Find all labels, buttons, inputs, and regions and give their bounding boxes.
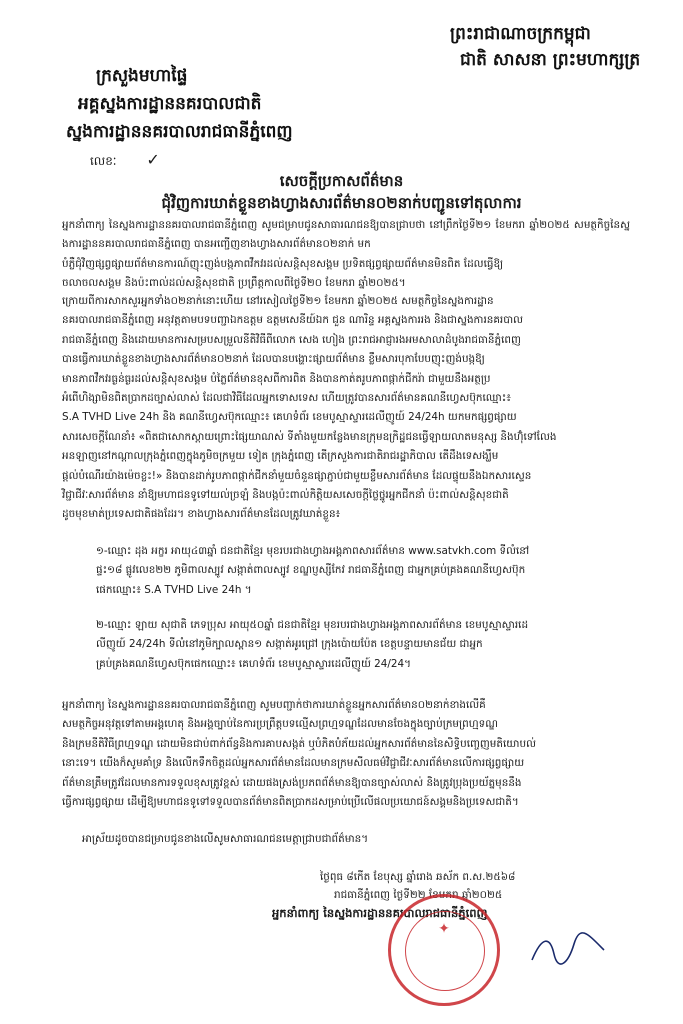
seal-emblem-icon: ✦ bbox=[438, 921, 450, 937]
kingdom-title: ព្រះរាជាណាចក្រកម្ពុជា bbox=[450, 24, 591, 44]
suspect-item-2: ២-ឈ្មោះ ឡាយ សុជាតិ ភេទប្រុស អាយុ៥០ឆ្នាំ ជនជាតិខ្មែរ មុខរបរជាងហ្វាងអង្គភាពសារព័ត៌មាន ខេមបូស្មាស្ទារដេ លីញូយ៍ 24/24h ទីលំនៅភូមិក្បាលស្ពាន១ សង្កាត់អូរជ្រៅ ក្រុងប៉ោយប៉ែត ខេត្តបន្ទាយមានជ័យ ជាអ្នក គ្រប់គ្រងគណនីហ្វេសប៊ុកផេកឈ្មោះ៖ គេហទំព័រ ខេមបូស្មាស្ទារដេលីញូយ៍ 24/24។ bbox=[96, 619, 529, 670]
paragraph-intro: អ្នកនាំពាក្យ នៃស្នងការដ្ឋាននគរបាលរាជធានីភ្នំពេញ សូមជម្រាបជូនសាធារណជនឱ្យបានជ្រាបថា នៅព្រឹកថ្ងៃទី២១ ខែមករា ឆ្នាំ២០២៥ សមត្ថកិច្ចនៃស្នងការដ្ឋាននគរបាលរាជធានីភ្នំពេញ បានអញ្ជើញខាងហ្វាងសារព័ត៌មាន០២នាក់ មក បំភ្លឺជុំវិញផ្សព្វផ្សាយព័ត៌មានការណ៍ញុះញង់បង្កភាពវឹកវរដល់សន្តិសុខសង្គម ប្រទិតផ្សព្វផ្សាយព័ត៌មានមិនពិត ដែលធ្វើឱ្យ ចលាចលសង្គម និងប៉ះពាល់ដល់សន្តិសុខជាតិ ប្រព្រឹត្តកាលពីថ្ងៃទី២០ ខែមករា ឆ្នាំ២០២៥។ bbox=[62, 219, 630, 290]
commissariat-name: អគ្គស្នងការដ្ឋាននគរបាលជាតិ bbox=[78, 94, 262, 114]
official-seal bbox=[388, 894, 500, 1006]
paragraph-arrest-details: ក្រោយពីការសាកសួរអ្នកទាំង០២នាក់នោះហើយ នៅរសៀលថ្ងៃទី២១ ខែមករា ឆ្នាំ២០២៥ សមត្ថកិច្ចនៃស្នងការដ្ឋាន នគរបាលរាជធានីភ្នំពេញ អនុវត្តតាមបទបញ្ជាឯកឧត្តម ឧត្តមសេនីយ៍ឯក ជួន ណារិន្ទ អគ្គស្នងការរង និងជាស្នងការនគរបាល រាជធានីភ្នំពេញ និងដោយមានការសម្របសម្រួលនីតិវិធីពីលោក សេង ហៀង ព្រះរាជអាជ្ញារងអមសាលាដំបូងរាជធានីភ្នំពេញ បានធ្វើការឃាត់ខ្លួនខាងហ្វាងសារព័ត៌មាន០២នាក់ ដែលបានបង្ហោះផ្សាយព័ត៌មាន ខ្លឹមសារបុកាបែបញុះញង់បង្កឱ្យ មានភាពវឹកវរធ្ងន់ធ្ងរដល់សន្តិសុខសង្គម បំភ្លៃព័ត៌មានខុសពីការពិត និងបានកាត់តរូបភាពផ្កាក់ជីករ៉ា ជាមួយនឹងអត្ថប្រ អំពើហិង្សាមិនពិតប្រាកដច្បាស់លាស់ ដែលជាវិធីដែលអ្នកទោសទេស ហើយត្រូវបានសារព័ត៌មានគណនីហ្វេសប៊ុកឈ្មោះ៖ S.A TVHD Live 24h និង គណនីហ្វេសប៊ុកឈ្មោះ៖ គេហទំព័រ ខេមបូស្មាស្ទារដេលីញូយ៍ 24/24h យកមកផ្សព្វផ្សាយ សារសេចក្តីណែនាំ៖ «ពិតជាសោកស្ដាយព្រោះផ្សៃយាណស់ ទីតាំងមួយកន្លែងមានក្រុមឧក្រិដ្ឋជនធ្វើឡាយលាតមនុស្ស និងហ៊ុំទៅលែង អនឡាញនៅកណ្ដាលក្រុងភ្នំពេញក្នុងភូមិចក្រមួយ ទៀត ក្រុងភ្នំពេញ តើក្រសួងការជាតិរាជរដ្ឋាភិបាល តើដឹងទេសង្ឃឹម ផ្តល់បំណើរយ៉ាងម៉េចខ្លះ!» និងបានដាក់រូបភាពផ្កាក់ជីកនាំមួយចំនួនផ្សាភ្ជាប់ជាមួយខ្លឹមសារព័ត៌មាន ដែលផ្ទុយនឹងឯកសារស្ទេន វិជ្ជាជីវៈសារព័ត៌មាន នាំឱ្យមហាជនទូទៅយល់ច្រឡំ និងបង្កប៉ះពាល់កិត្តិយសសេចក្ដីថ្លៃថ្នូរអ្នកជីកនាំ ប៉ះពាល់សន្តិសុខជាតិ ដូចមុខមាត់ប្រទេសជាតិផងដែរ។ ខាងហ្វាងសារព័ត៌មានដែលត្រូវឃាត់ខ្លួន៖ bbox=[62, 295, 557, 521]
provincial-police-name: ស្នងការដ្ឋាននគរបាលរាជធានីភ្នំពេញ bbox=[66, 122, 293, 142]
national-motto: ជាតិ សាសនា ព្រះមហាក្សត្រ bbox=[460, 50, 641, 70]
reference-line bbox=[90, 150, 160, 171]
ministry-name: ក្រសួងមហាផ្ទៃ bbox=[96, 66, 188, 86]
paragraph-clarification: អ្នកនាំពាក្យ នៃស្នងការដ្ឋាននគរបាលរាជធានីភ្នំពេញ សូមបញ្ជាក់ថាការឃាត់ខ្លួនអ្នកសារព័ត៌មាន០២នាក់ខាងលើគឺ សមត្ថកិច្ចអនុវត្តទៅតាមអង្គហេតុ និងអង្គច្បាប់នៃការប្រព្រឹត្តបទល្មើសព្រហ្មទណ្ឌដែលមានចែងក្នុងច្បាប់ក្រមព្រហ្មទណ្ឌ និងក្រមនីតិវិធីព្រហ្មទណ្ឌ ដោយមិនជាប់ពាក់ព័ន្ធនិងការគាបសង្កត់ ឬបំភិតបំភ័យដល់អ្នកសារព័ត៌មាននៃសិទ្ធិបញ្ចេញមតិយោបល់ នោះទេ។ យើងក៏សូមគាំទ្រ និងលើកទឹកចិត្តដល់អ្នកសារព័ត៌មានដែលមានក្រមសីលធម៌វិជ្ជាជីវៈសារព័ត៌មានលើការផ្សព្វផ្សាយ ព័ត៌មានត្រឹមត្រូវដែលមានការទទួលខុសត្រូវខ្ពស់ ដោយផងស្រង់ប្រភពព័ត៌មានឱ្យបានច្បាស់លាស់ និងត្រូវប្រុងប្រយ័ត្នមុននឹង ធ្វើការផ្សព្វផ្សាយ ដើម្បីឱ្យមហាជនទូទៅទទួលបានព័ត៌មានពិតប្រាកដសម្រាប់ប្រើលើផលប្រយោជន៍សង្គមនិងប្រទេសជាតិ។ bbox=[62, 699, 536, 809]
lunar-date: ថ្ងៃពុធ ៨កើត ខែបុស្ស ឆ្នាំរោង ឆស័ក ព.ស.២៥៦៨ bbox=[320, 871, 516, 883]
reference-label: លេខៈ bbox=[90, 154, 117, 168]
suspect-item-1: ១-ឈ្មោះ ដុង អក្ខរ អាយុ៤៣ឆ្នាំ ជនជាតិខ្មែរ មុខរបរជាងហ្វាងអង្គភាពសារព័ត៌មាន www.satvkh.com ទីលំនៅ ផ្ទះ១៨ ផ្លូវលេខ២២ ភូមិពាលស្បូវ សង្កាត់ពាលស្បូវ ខណ្ឌប្ញស្សីកែវ រាជធានីភ្នំពេញ ជាអ្នកគ្រប់គ្រងគណនីហ្វេសប៊ុក ផេកឈ្មោះ៖ S.A TVHD Live 24h ។ bbox=[96, 545, 530, 596]
reference-value: ✓ bbox=[146, 150, 160, 169]
signer-title: អ្នកនាំពាក្យ នៃស្នងការដ្ឋាននគរបាលរាជធានីភ្នំពេញ bbox=[272, 906, 488, 920]
document-title: សេចក្តីប្រកាសព័ត៌មាន bbox=[279, 172, 404, 190]
document-subtitle: ជុំវិញការឃាត់ខ្លួនខាងហ្វាងសារព័ត៌មាន០២នាក់បញ្ជូនទៅតុលាការ bbox=[161, 194, 522, 212]
paragraph-closing: អាស្រ័យដូចបានជម្រាបជូនខាងលើសូមសាធារណជនមេត្តាជ្រាបជាព័ត៌មាន។ bbox=[82, 833, 369, 845]
solar-date: រាជធានីភ្នំពេញ ថ្ងៃទី២២ ខែមករា ឆ្នាំ២០២៥ bbox=[334, 889, 503, 901]
handwritten-signature bbox=[528, 930, 608, 970]
